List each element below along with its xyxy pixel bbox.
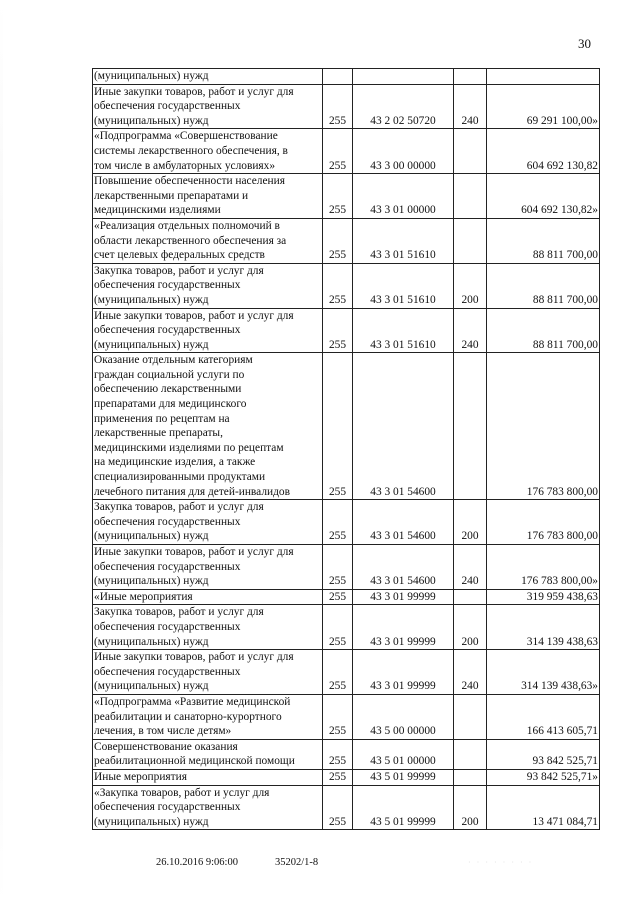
expense-type-cell: 200 <box>454 605 487 650</box>
scan-edge <box>0 0 3 905</box>
grbs-code-cell: 255 <box>323 769 353 785</box>
budget-table <box>92 68 600 830</box>
target-article-cell: 43 5 01 00000 <box>353 739 454 769</box>
grbs-code-cell: 255 <box>323 174 353 219</box>
expense-name-cell: Иные закупки товаров, работ и услуг для обеспечения государственных (муниципальных) нужд <box>93 308 323 353</box>
amount-cell: 93 842 525,71» <box>487 769 600 785</box>
grbs-code-cell: 255 <box>323 545 353 590</box>
expense-type-cell <box>454 589 487 605</box>
grbs-code-cell: 255 <box>323 308 353 353</box>
amount-cell: 319 959 438,63 <box>487 589 600 605</box>
amount-cell: 166 413 605,71 <box>487 694 600 739</box>
grbs-code-cell: 255 <box>323 589 353 605</box>
table-row <box>93 605 600 650</box>
expense-name-cell: Иные закупки товаров, работ и услуг для обеспечения государственных (муниципальных) нужд <box>93 545 323 590</box>
page-number: 30 <box>578 36 591 51</box>
amount-cell: 314 139 438,63 <box>487 605 600 650</box>
expense-type-cell <box>454 129 487 174</box>
target-article-cell: 43 3 01 99999 <box>353 605 454 650</box>
expense-type-cell <box>454 69 487 85</box>
table-row <box>93 84 600 129</box>
grbs-code-cell: 255 <box>323 84 353 129</box>
faint-stamp-mark: · · · · · · · · <box>468 858 534 867</box>
expense-name-cell: Закупка товаров, работ и услуг для обеспечения государственных (муниципальных) нужд <box>93 605 323 650</box>
table-row <box>93 769 600 785</box>
amount-cell: 69 291 100,00» <box>487 84 600 129</box>
table-row <box>93 129 600 174</box>
expense-type-cell <box>454 218 487 263</box>
target-article-cell: 43 3 01 99999 <box>353 589 454 605</box>
grbs-code-cell: 255 <box>323 218 353 263</box>
target-article-cell: 43 3 00 00000 <box>353 129 454 174</box>
table-row <box>93 174 600 219</box>
table-row <box>93 353 600 500</box>
amount-cell: 88 811 700,00 <box>487 263 600 308</box>
grbs-code-cell: 255 <box>323 129 353 174</box>
amount-cell: 314 139 438,63» <box>487 650 600 695</box>
amount-cell: 93 842 525,71 <box>487 739 600 769</box>
grbs-code-cell: 255 <box>323 353 353 500</box>
expense-name-cell: «Реализация отдельных полномочий в области лекарственного обеспечения за счет целевых федеральных средств <box>93 218 323 263</box>
amount-cell: 13 471 084,71 <box>487 785 600 830</box>
expense-type-cell: 200 <box>454 785 487 830</box>
expense-name-cell: Повышение обеспеченности населения лекарственными препаратами и медицинскими изделиями <box>93 174 323 219</box>
table-row <box>93 589 600 605</box>
footer-document-code: 35202/1-8 <box>275 857 319 868</box>
expense-type-cell <box>454 353 487 500</box>
grbs-code-cell: 255 <box>323 785 353 830</box>
expense-type-cell: 240 <box>454 308 487 353</box>
expense-type-cell <box>454 739 487 769</box>
table-row <box>93 694 600 739</box>
expense-type-cell <box>454 769 487 785</box>
target-article-cell: 43 3 01 51610 <box>353 218 454 263</box>
expense-name-cell: Иные мероприятия <box>93 769 323 785</box>
target-article-cell: 43 3 01 54600 <box>353 500 454 545</box>
table-row <box>93 218 600 263</box>
expense-type-cell <box>454 174 487 219</box>
target-article-cell: 43 5 00 00000 <box>353 694 454 739</box>
expense-type-cell: 200 <box>454 500 487 545</box>
footer-date: 26.10.2016 9:06:00 <box>156 857 238 868</box>
expense-name-cell: Иные закупки товаров, работ и услуг для обеспечения государственных (муниципальных) нужд <box>93 84 323 129</box>
amount-cell <box>487 69 600 85</box>
expense-type-cell: 240 <box>454 84 487 129</box>
expense-name-cell: Совершенствование оказания реабилитационной медицинской помощи <box>93 739 323 769</box>
amount-cell: 604 692 130,82 <box>487 129 600 174</box>
grbs-code-cell: 255 <box>323 500 353 545</box>
expense-name-cell: Закупка товаров, работ и услуг для обеспечения государственных (муниципальных) нужд <box>93 263 323 308</box>
target-article-cell: 43 5 01 99999 <box>353 769 454 785</box>
grbs-code-cell <box>323 69 353 85</box>
target-article-cell: 43 3 01 00000 <box>353 174 454 219</box>
amount-cell: 88 811 700,00 <box>487 218 600 263</box>
table-row <box>93 650 600 695</box>
grbs-code-cell: 255 <box>323 650 353 695</box>
expense-name-cell: Оказание отдельным категориям граждан социальной услуги по обеспечению лекарственными препаратами для медицинского применения по рецептам на лекарственные препараты, медицинскими изделиями по рецептам на медицинские изделия, а также специализированными продуктами лечебного питания для детей-инвалидов <box>93 353 323 500</box>
table-row <box>93 263 600 308</box>
table-row <box>93 69 600 85</box>
amount-cell: 176 783 800,00» <box>487 545 600 590</box>
amount-cell: 604 692 130,82» <box>487 174 600 219</box>
expense-type-cell: 200 <box>454 263 487 308</box>
table-row <box>93 739 600 769</box>
grbs-code-cell: 255 <box>323 739 353 769</box>
table-row <box>93 785 600 830</box>
target-article-cell: 43 3 01 51610 <box>353 308 454 353</box>
expense-name-cell: «Подпрограмма «Совершенствование системы лекарственного обеспечения, в том числе в амбулаторных условиях» <box>93 129 323 174</box>
target-article-cell: 43 5 01 99999 <box>353 785 454 830</box>
expense-type-cell <box>454 694 487 739</box>
target-article-cell: 43 3 01 54600 <box>353 353 454 500</box>
expense-name-cell: (муниципальных) нужд <box>93 69 323 85</box>
target-article-cell: 43 2 02 50720 <box>353 84 454 129</box>
table-row <box>93 308 600 353</box>
budget-table-body <box>93 69 600 830</box>
table-row <box>93 500 600 545</box>
expense-name-cell: Иные закупки товаров, работ и услуг для обеспечения государственных (муниципальных) нужд <box>93 650 323 695</box>
expense-name-cell: Закупка товаров, работ и услуг для обеспечения государственных (муниципальных) нужд <box>93 500 323 545</box>
target-article-cell: 43 3 01 54600 <box>353 545 454 590</box>
amount-cell: 176 783 800,00 <box>487 500 600 545</box>
target-article-cell: 43 3 01 51610 <box>353 263 454 308</box>
target-article-cell <box>353 69 454 85</box>
table-row <box>93 545 600 590</box>
grbs-code-cell: 255 <box>323 263 353 308</box>
amount-cell: 88 811 700,00 <box>487 308 600 353</box>
expense-type-cell: 240 <box>454 545 487 590</box>
expense-type-cell: 240 <box>454 650 487 695</box>
amount-cell: 176 783 800,00 <box>487 353 600 500</box>
expense-name-cell: «Иные мероприятия <box>93 589 323 605</box>
grbs-code-cell: 255 <box>323 694 353 739</box>
target-article-cell: 43 3 01 99999 <box>353 650 454 695</box>
grbs-code-cell: 255 <box>323 605 353 650</box>
expense-name-cell: «Подпрограмма «Развитие медицинской реабилитации и санаторно-курортного лечения, в том числе детям» <box>93 694 323 739</box>
expense-name-cell: «Закупка товаров, работ и услуг для обеспечения государственных (муниципальных) нужд <box>93 785 323 830</box>
